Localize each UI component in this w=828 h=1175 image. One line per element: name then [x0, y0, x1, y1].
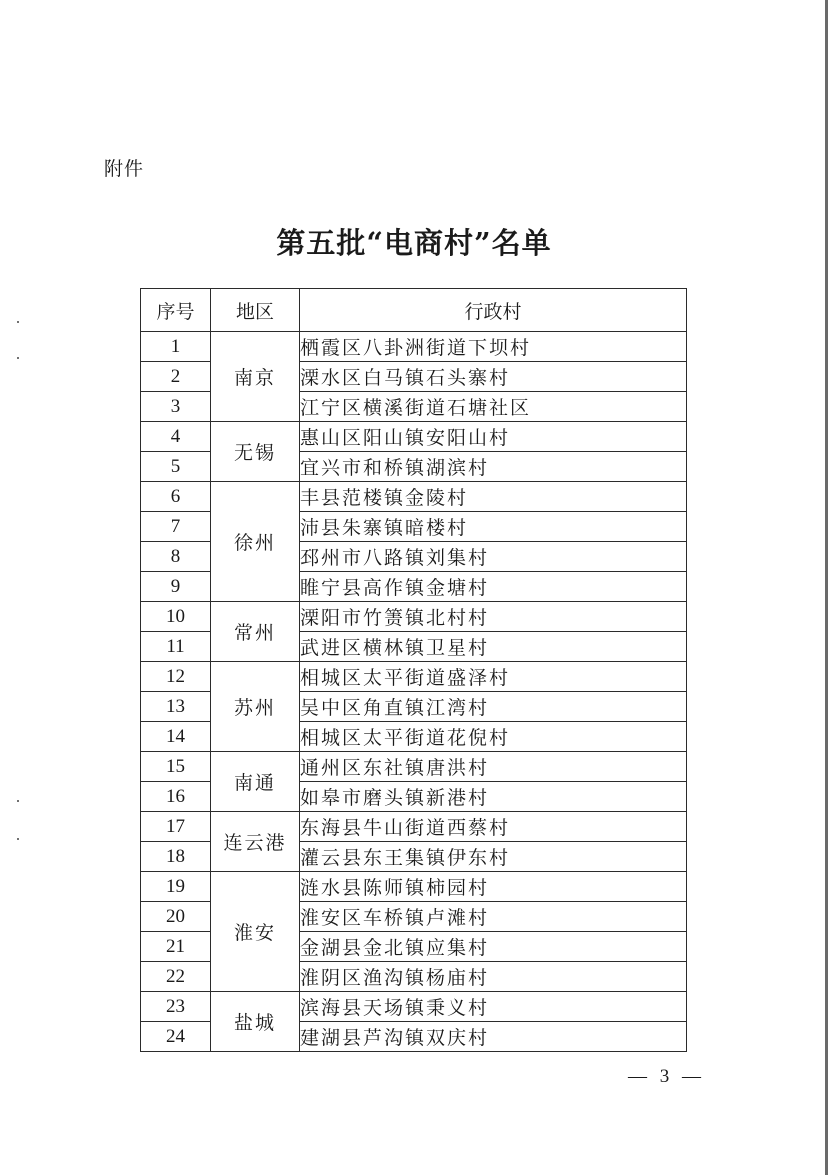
region-cell: 盐城: [211, 992, 300, 1052]
village-name: 宜兴市和桥镇湖滨村: [300, 452, 687, 482]
village-name: 邳州市八路镇刘集村: [300, 542, 687, 572]
attachment-label: 附件: [104, 158, 145, 180]
village-name: 栖霞区八卦洲街道下坝村: [300, 332, 687, 362]
village-name: 江宁区横溪街道石塘社区: [300, 392, 687, 422]
village-name: 涟水县陈师镇柿园村: [300, 872, 687, 902]
region-cell: 常州: [211, 602, 300, 662]
village-name: 灌云县东王集镇伊东村: [300, 842, 687, 872]
region-cell: 连云港: [211, 812, 300, 872]
table-row: [141, 602, 687, 632]
village-name: 溧阳市竹箦镇北村村: [300, 602, 687, 632]
row-number: 17: [141, 812, 211, 842]
row-number: 13: [141, 692, 211, 722]
village-name: 如皋市磨头镇新港村: [300, 782, 687, 812]
row-number: 22: [141, 962, 211, 992]
village-name: 建湖县芦沟镇双庆村: [300, 1022, 687, 1052]
row-number: 12: [141, 662, 211, 692]
village-name: 惠山区阳山镇安阳山村: [300, 422, 687, 452]
row-number: 11: [141, 632, 211, 662]
row-number: 3: [141, 392, 211, 422]
village-list-table: [140, 288, 687, 1052]
row-number: 8: [141, 542, 211, 572]
table-row: [141, 422, 687, 452]
row-number: 14: [141, 722, 211, 752]
row-number: 24: [141, 1022, 211, 1052]
village-name: 淮安区车桥镇卢滩村: [300, 902, 687, 932]
table-row: [141, 482, 687, 512]
scan-mark: [17, 321, 19, 323]
table-row: [141, 752, 687, 782]
row-number: 6: [141, 482, 211, 512]
village-name: 沛县朱寨镇暗楼村: [300, 512, 687, 542]
row-number: 20: [141, 902, 211, 932]
document-title: 第五批“电商村”名单: [276, 226, 552, 260]
village-name: 相城区太平街道盛泽村: [300, 662, 687, 692]
region-cell: 南京: [211, 332, 300, 422]
table-row: [141, 332, 687, 362]
table-body: [141, 332, 687, 1052]
village-name: 睢宁县高作镇金塘村: [300, 572, 687, 602]
village-name: 丰县范楼镇金陵村: [300, 482, 687, 512]
header-region: 地区: [211, 289, 300, 332]
row-number: 19: [141, 872, 211, 902]
scan-mark: [17, 838, 19, 840]
table-row: [141, 872, 687, 902]
page-number: — 3 —: [628, 1066, 705, 1087]
row-number: 5: [141, 452, 211, 482]
table-row: [141, 992, 687, 1022]
village-name: 溧水区白马镇石头寨村: [300, 362, 687, 392]
row-number: 18: [141, 842, 211, 872]
scan-mark: [17, 357, 19, 359]
village-name: 金湖县金北镇应集村: [300, 932, 687, 962]
row-number: 15: [141, 752, 211, 782]
region-cell: 徐州: [211, 482, 300, 602]
village-name: 相城区太平街道花倪村: [300, 722, 687, 752]
region-cell: 淮安: [211, 872, 300, 992]
row-number: 9: [141, 572, 211, 602]
village-name: 武进区横林镇卫星村: [300, 632, 687, 662]
village-name: 东海县牛山街道西蔡村: [300, 812, 687, 842]
table-header-row: [141, 289, 687, 332]
village-name: 淮阴区渔沟镇杨庙村: [300, 962, 687, 992]
header-number: 序号: [141, 289, 211, 332]
village-name: 通州区东社镇唐洪村: [300, 752, 687, 782]
row-number: 2: [141, 362, 211, 392]
row-number: 16: [141, 782, 211, 812]
region-cell: 南通: [211, 752, 300, 812]
scan-mark: [17, 800, 19, 802]
region-cell: 苏州: [211, 662, 300, 752]
row-number: 4: [141, 422, 211, 452]
table-row: [141, 812, 687, 842]
row-number: 1: [141, 332, 211, 362]
row-number: 10: [141, 602, 211, 632]
village-name: 吴中区角直镇江湾村: [300, 692, 687, 722]
region-cell: 无锡: [211, 422, 300, 482]
table-row: [141, 662, 687, 692]
row-number: 21: [141, 932, 211, 962]
row-number: 23: [141, 992, 211, 1022]
header-village: 行政村: [300, 289, 687, 332]
row-number: 7: [141, 512, 211, 542]
village-name: 滨海县天场镇秉义村: [300, 992, 687, 1022]
